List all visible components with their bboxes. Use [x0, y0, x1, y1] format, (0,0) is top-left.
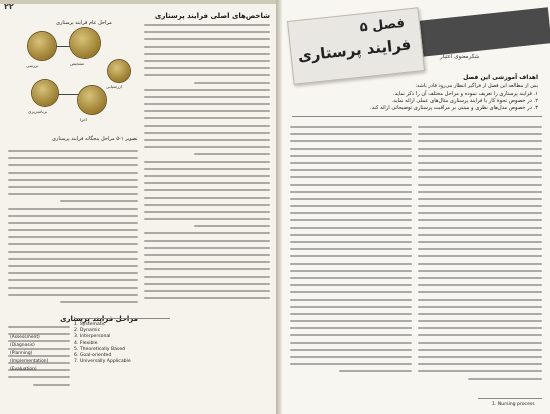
characteristics-list [74, 322, 170, 406]
list-item: 1. Systematic [74, 322, 106, 327]
list-item: 3. Interpersonal [74, 334, 111, 340]
figure-node-2 [70, 28, 100, 58]
figure-label: بررسی [26, 63, 39, 68]
section-divider [292, 116, 542, 117]
objective-item: ۱. فرایند پرستاری را تعریف نموده و مراحل مختلف آن را ذکر نماید. [392, 91, 538, 97]
section-heading: مراحل فرایند پرستاری [60, 315, 138, 323]
figure-arrow [56, 46, 70, 47]
footnote-divider [478, 398, 542, 399]
stage-term: (Diagnosis) [10, 343, 35, 348]
stage-terms [10, 334, 48, 374]
chapter-label: فصل ۵ [358, 15, 406, 36]
figure-label: برنامه‌ریزی [28, 109, 48, 114]
author-name: شکرمعنوی اعتبار [440, 54, 480, 60]
objective-item: ۳. در خصوص مدل‌های نظری و مبتنی بر مراقبت پرستاری توضیحاتی ارائه کند. [370, 105, 538, 111]
figure-label: ارزشیابی [106, 84, 122, 89]
body-text-column-right [418, 126, 542, 396]
list-item: 4. Flexible [74, 340, 98, 346]
figure-caption: تصویر ۱-۵ مراحل پنجگانه فرایند پرستاری [52, 136, 138, 142]
objective-item: ۲. در خصوص نحوهٔ کار با فرایند پرستاری مثال‌های عملی ارائه نماید. [391, 98, 538, 104]
stage-term: (Evaluation) [10, 367, 37, 372]
stage-term: (Planning) [10, 351, 33, 356]
figure-label: اجرا [80, 117, 88, 122]
list-item: 7. Universally Applicable [74, 359, 131, 365]
figure-title: مراحل عام فرایند پرستاری [56, 20, 112, 26]
footnote: 1. Nursing process [492, 402, 535, 407]
list-item: 5. Theoretically Based [74, 346, 126, 352]
stage-term: (Implementation) [10, 359, 49, 364]
figure-node-4 [78, 86, 106, 114]
figure-node-1 [28, 32, 56, 60]
stage-term: (Assessment) [10, 335, 40, 340]
footnote-divider [74, 318, 170, 319]
page-number: ۲۲ [4, 2, 14, 11]
chapter-bar [418, 7, 550, 56]
learning-objectives [292, 74, 542, 112]
objectives-subtitle: پس از مطالعه این فصل از فراگیر انتظار می‌رود قادر باشد: [415, 83, 538, 89]
body-text-column-left [8, 150, 138, 320]
figure-arrow [58, 94, 78, 95]
section-heading: شاخص‌های اصلی فرایند پرستاری [154, 12, 270, 20]
objectives-title: اهداف آموزشی این فصل [463, 74, 538, 81]
chapter-title: فرایند پرستاری [297, 35, 413, 66]
figure-node-5 [108, 60, 130, 82]
nursing-process-figure [22, 8, 138, 143]
body-text-column-right [144, 24, 270, 320]
figure-node-3 [32, 80, 58, 106]
list-item: 6. Goal-oriented [74, 353, 112, 359]
left-page-header-bar [0, 0, 278, 4]
list-item: 2. Dynamic [74, 328, 101, 334]
body-text-column-left [290, 126, 412, 396]
right-page [282, 0, 550, 414]
figure-label: تشخیص [70, 61, 84, 66]
